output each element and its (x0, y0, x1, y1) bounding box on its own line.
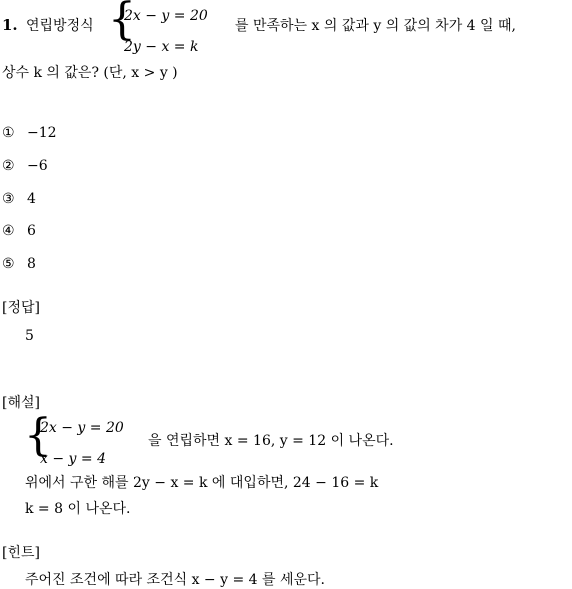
choice-4[interactable] (2, 224, 36, 238)
answer-value: 5 (25, 328, 34, 344)
hint-heading: [힌트] (2, 545, 40, 561)
choice-mark: ⑤ (2, 256, 15, 272)
choice-value: 4 (27, 191, 36, 207)
choice-3[interactable] (2, 192, 36, 206)
explanation-brace: { (24, 410, 52, 461)
explanation-line-2: 위에서 구한 해를 2y − x = k 에 대입하면, 24 − 16 = k (25, 475, 379, 491)
explanation-line-1: 을 연립하면 x = 16, y = 12 이 나온다. (148, 433, 394, 449)
choice-mark: ① (2, 125, 15, 141)
problem-condition: 를 만족하는 x 의 값과 y 의 값의 차가 4 일 때, (235, 18, 516, 34)
explanation-equation-1: 2x − y = 20 (40, 420, 124, 436)
problem-question: 상수 k 의 값은? (단, x > y ) (2, 65, 178, 81)
problem-number: 1. (2, 16, 18, 34)
choice-mark: ③ (2, 191, 15, 207)
explanation-line-3: k = 8 이 나온다. (25, 501, 131, 517)
explanation-heading: [해설] (2, 395, 40, 411)
problem-equation-2: 2y − x = k (124, 39, 199, 55)
choice-1[interactable] (2, 126, 57, 140)
hint-text: 주어진 조건에 따라 조건식 x − y = 4 를 세운다. (25, 572, 325, 588)
choice-value: −6 (27, 158, 48, 174)
choice-5[interactable] (2, 257, 36, 271)
choice-mark: ④ (2, 223, 15, 239)
system-brace: { (108, 0, 136, 45)
choice-value: 8 (27, 256, 36, 272)
choice-mark: ② (2, 158, 15, 174)
choice-value: −12 (27, 125, 57, 141)
choice-2[interactable] (2, 159, 48, 173)
problem-intro: 연립방정식 (26, 18, 94, 34)
choice-value: 6 (27, 223, 36, 239)
problem-equation-1: 2x − y = 20 (124, 8, 208, 24)
answer-heading: [정답] (2, 300, 40, 316)
explanation-equation-2: x − y = 4 (40, 451, 106, 467)
